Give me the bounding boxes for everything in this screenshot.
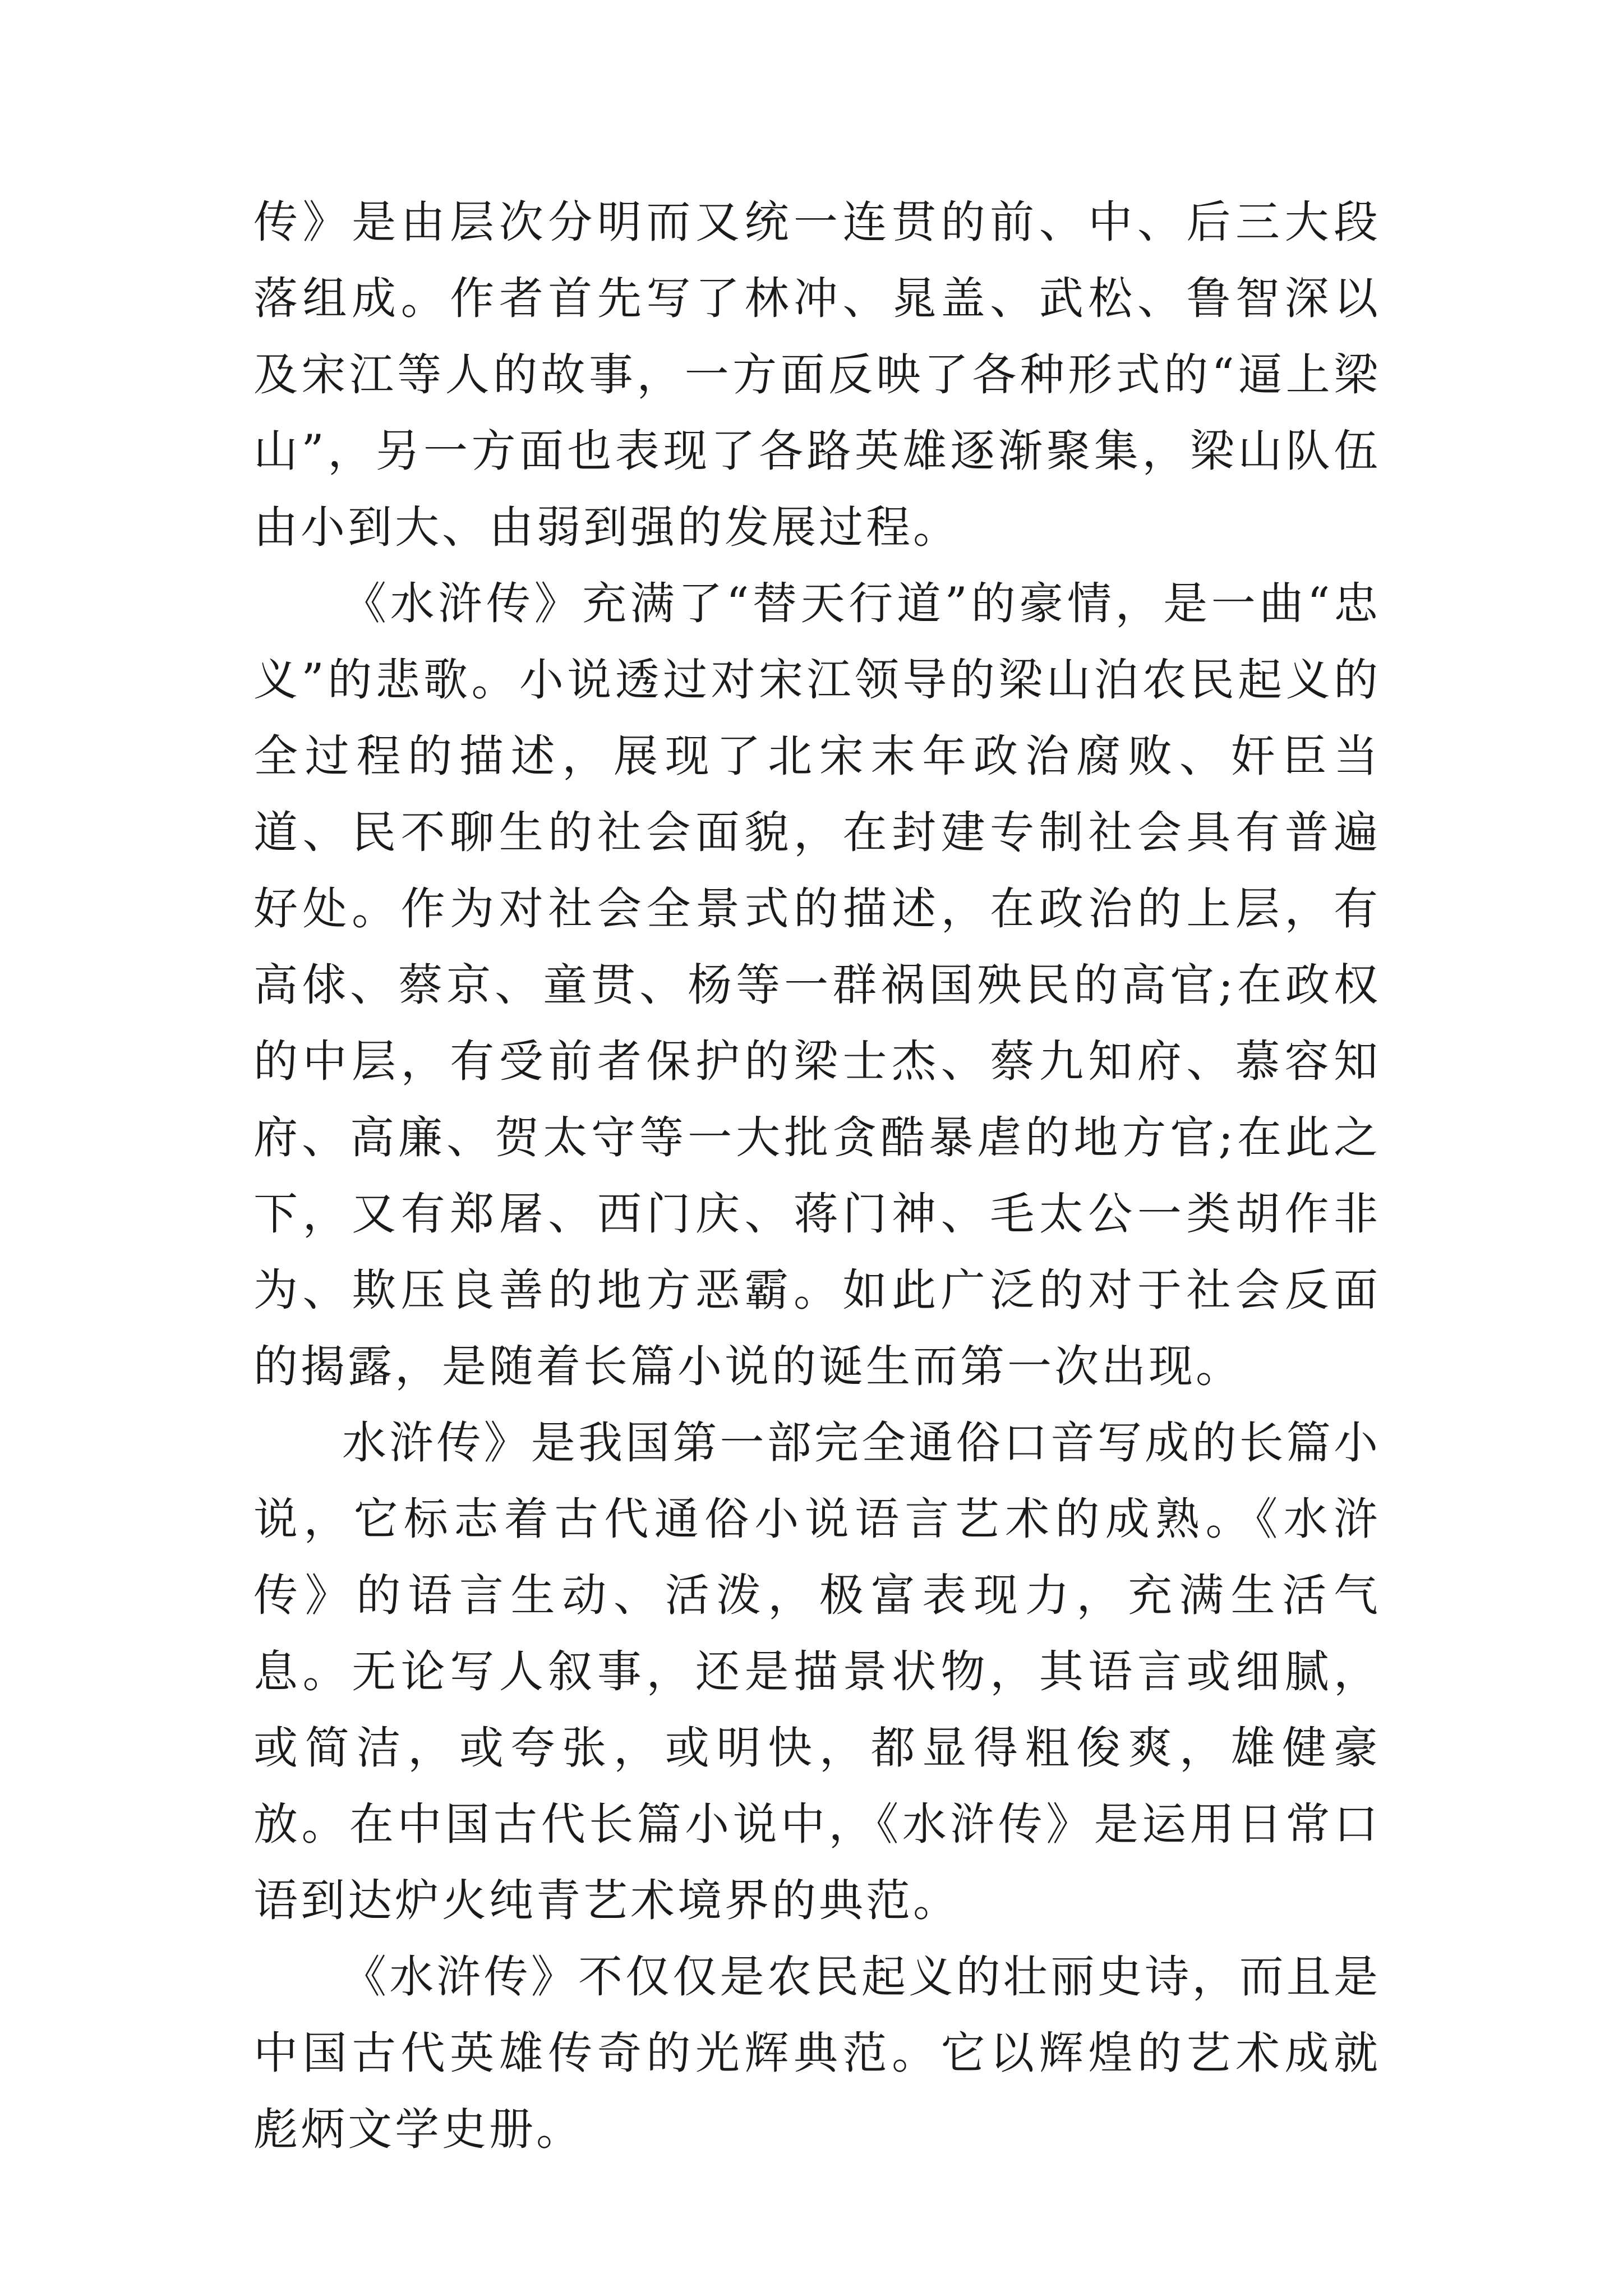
paragraph-2: 《水浒传》充满了“替天行道”的豪情，是一曲“忠义”的悲歌。小说透过对宋江领导的梁山泊农民起义的全过程的描述，展现了北宋末年政治腐败、奸臣当道、民不聊生的社会面貌，在封建专制社会具有普遍好处。作为对社会全景式的描述，在政治的上层，有高俅、蔡京、童贯、杨等一群祸国殃民的高官;在政权的中层，有受前者保护的梁士杰、蔡九知府、慕容知府、高廉、贺太守等一大批贪酷暴虐的地方官;在此之下，又有郑屠、西门庆、蒋门神、毛太公一类胡作非为、欺压良善的地方恶霸。如此广泛的对于社会反面的揭露，是随着长篇小说的诞生而第一次出现。 xyxy=(253,578,1381,1392)
body-text xyxy=(253,184,1381,2168)
paragraph-4: 《水浒传》不仅仅是农民起义的壮丽史诗，而且是中国古代英雄传奇的光辉典范。它以辉煌的艺术成就彪炳文学史册。 xyxy=(253,1951,1381,2155)
paragraph-1: 传》是由层次分明而又统一连贯的前、中、后三大段落组成。作者首先写了林冲、晁盖、武松、鲁智深以及宋江等人的故事，一方面反映了各种形式的“逼上梁山”，另一方面也表现了各路英雄逐渐聚集，梁山队伍由小到大、由弱到强的发展过程。 xyxy=(253,196,1381,553)
paragraph-3: 水浒传》是我国第一部完全通俗口音写成的长篇小说，它标志着古代通俗小说语言艺术的成熟。《水浒传》的语言生动、活泼，极富表现力，充满生活气息。无论写人叙事，还是描景状物，其语言或细腻，或简洁，或夸张，或明快，都显得粗俊爽，雄健豪放。在中国古代长篇小说中，《水浒传》是运用日常口语到达炉火纯青艺术境界的典范。 xyxy=(253,1417,1381,1926)
